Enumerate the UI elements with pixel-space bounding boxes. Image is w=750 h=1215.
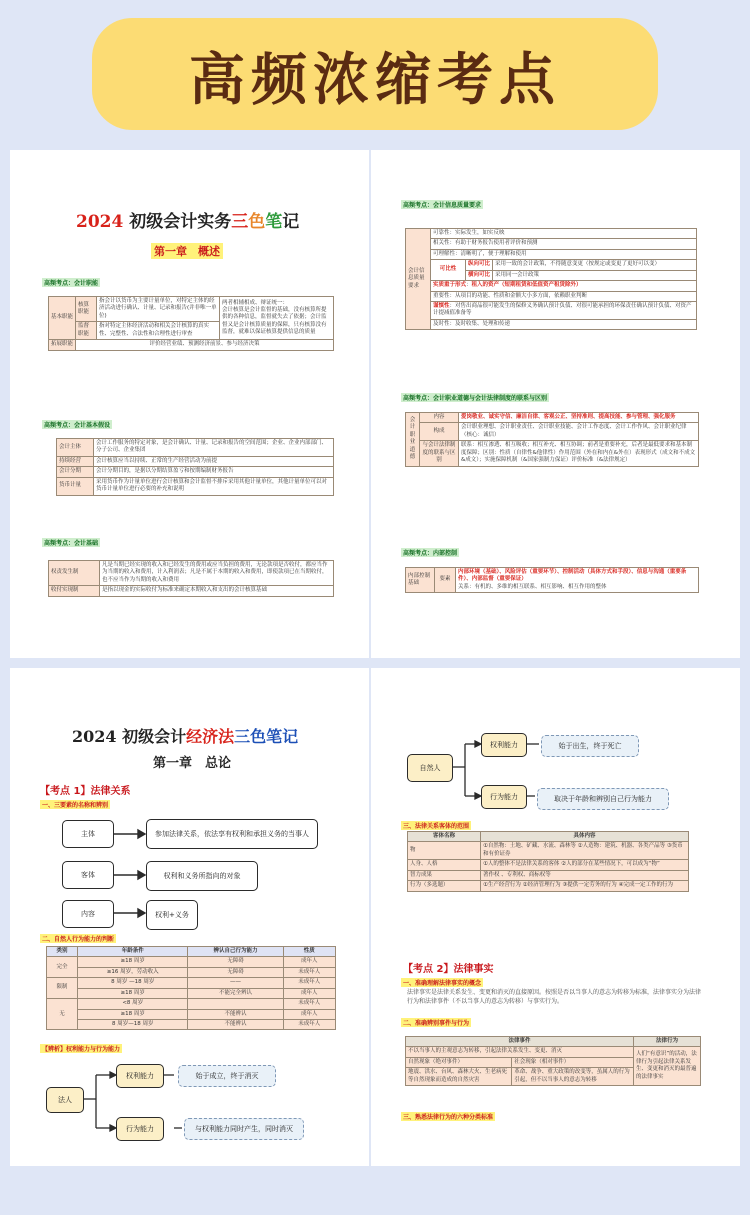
cell: 谨慎性：对售出商品很可能发生的保修义务确认预计负债、对很可能承担的环保责任确认预计负债、对资产计提减值准备等 <box>431 301 697 319</box>
point-heading: 【考点 1】法律关系 <box>40 786 131 797</box>
cell: 不能辨认 <box>188 1009 283 1019</box>
cell: 人们“有意识”的活动，法律行为引起法律关系发生、变更和消灭的最普遍的法律事实 <box>634 1047 701 1086</box>
cell: ≥18 周岁 <box>78 957 188 967</box>
cell: 核算职能 <box>76 297 97 322</box>
title-text: 初级会计 <box>116 727 187 746</box>
section-tag: 高频考点：会计职业道德与会计法律制度的联系与区别 <box>403 395 548 402</box>
cell: 监督职能 <box>76 322 97 340</box>
cell: 无 <box>47 999 78 1030</box>
cell: 评价经营业绩、预测经济前景、参与经济决策 <box>76 340 334 350</box>
cell: 无障碍 <box>188 967 283 977</box>
cell: <8 周岁 <box>78 999 188 1009</box>
cell: 8 周岁—18 周岁 <box>78 1019 188 1029</box>
element-box: 客体 <box>62 861 114 889</box>
cell: 无障碍 <box>188 957 283 967</box>
page-economic-law-2 <box>371 668 740 1166</box>
cell: ≥18 周岁 <box>78 1009 188 1019</box>
cell: 拓展职能 <box>49 340 76 350</box>
text: 清晰明了，便于理解和使用 <box>460 250 527 257</box>
cell: 凡是当期已经实现的收入和已经发生的费用或应当负担的费用，无论款项是否收付，都应当作为当期的收入和费用，计入利润表；凡是不属于本期的收入和费用，即使款项已在当期收付，也不应当作为当期的收入和费用 <box>100 561 334 586</box>
cell <box>456 568 699 593</box>
assumptions-table <box>56 438 334 496</box>
title-blue: 三色笔记 <box>234 727 299 746</box>
tree-desc: 与权利能力同时产生，同时消灭 <box>184 1118 304 1140</box>
cell: 构成 <box>420 423 459 441</box>
cell: 成年人 <box>283 988 335 998</box>
cell: 采用货币作为计量单位进行会计核算和会计监督不排斥采用其他计量单位，其他计量单位可以对货币计量单位进行必要的补充和说明 <box>94 477 334 495</box>
cell: 会计职业理想、会计职业责任、会计职业技能、会计工作态度、会计工作作风、会计职业纪律（核心：诚信） <box>459 423 699 441</box>
cell: 不以当事人的主观意志为转移，引起法律关系发生、变更、消灭 <box>406 1047 634 1057</box>
cell: 基本职能 <box>49 297 76 340</box>
tree-root: 自然人 <box>407 754 453 782</box>
cell: ①生产经营行为 ②经济管理行为 ③提供一定劳务的行为 ④完成一定工作的行为 <box>481 881 689 891</box>
cell: 革命、战争、重大政策的改变等，虽属人的行为引起，但不以当事人的意志为转移 <box>512 1068 634 1086</box>
cell: 未成年人 <box>283 1019 335 1029</box>
cell: 行为（多选题） <box>408 881 481 891</box>
cell: 是指以现金的实际收付为标准来确定本期收入和支出的会计核算基础 <box>100 586 334 596</box>
page-accounting-practice <box>10 150 369 658</box>
sub-heading: 二、准确辨别事件与行为 <box>403 1020 470 1027</box>
cell: 实质重于形式：租入的资产（短期租赁和低值资产租赁除外） <box>431 281 697 291</box>
internal-control-table <box>405 567 699 593</box>
tree-node: 行为能力 <box>481 785 527 809</box>
cell: 智力成果 <box>408 870 481 880</box>
cell: 自然现象（绝对事件） <box>406 1057 512 1067</box>
section-tag: 高频考点：会计信息质量要求 <box>403 202 482 209</box>
cell <box>220 297 334 340</box>
tree-node: 权利能力 <box>481 733 527 757</box>
text: 关系：有机的、多维的相互联系、相互影响、相互作用的整体 <box>458 583 607 590</box>
cell: 可理解性：清晰明了，便于理解和使用 <box>431 249 697 259</box>
title-char-orange: 色 <box>248 212 266 232</box>
cell: 要素 <box>435 568 456 593</box>
cell: 8 周岁 —18 周岁 <box>78 978 188 988</box>
text: 重要性 <box>433 292 450 299</box>
cell: 成年人 <box>283 957 335 967</box>
header-cell: 具体内容 <box>481 832 689 842</box>
tree-desc: 取决于年龄和辨别自己行为能力 <box>537 788 669 810</box>
object-table <box>407 831 689 892</box>
cell: 指对特定主体经济活动和相关会计核算的真实性、完整性、合法性和合理性进行审查 <box>97 322 220 340</box>
event-act-table <box>405 1036 701 1086</box>
cell: 会计核算应当以持续、正常的生产经营活动为前提 <box>94 456 334 466</box>
cell: 与会计法律制度的联系与区别 <box>420 441 459 466</box>
cell: 重要性：从项目的功能、性质和金额大小多方面，依赖职业判断 <box>431 291 697 301</box>
text: 两者相辅相成、辩证统一： <box>222 299 289 306</box>
chapter-title: 第一章 总论 <box>153 756 232 771</box>
title-red: 经济法 <box>186 727 235 746</box>
tree-desc: 始于成立，终于消灭 <box>178 1065 276 1087</box>
title-year: 2024 <box>72 727 117 746</box>
doc-title <box>76 207 299 232</box>
cell: 相关性：有助于财务报告使用者评价和预测 <box>431 239 697 249</box>
cell: 会计工作服务的特定对象，是会计确认、计量、记录和报告的空间范围；企业、企业内部部门、分子公司、企业集团 <box>94 439 334 457</box>
section-tag: 高频考点：内部控制 <box>403 550 458 557</box>
cell: 成年人 <box>283 1009 335 1019</box>
sub-heading: 【辨析】权利能力与行为能力 <box>42 1046 121 1053</box>
sub-heading: 三、法律关系客体的范围 <box>403 823 470 830</box>
cell: 著作权 、专利权、商标权等 <box>481 870 689 880</box>
tree-node: 行为能力 <box>116 1117 164 1141</box>
cell: 横向可比 <box>466 270 493 280</box>
cell: ①人的整体不是法律关系的客体 ②人的部分在某些情况下，可以成为“物” <box>481 860 689 870</box>
element-desc-box: 参加法律关系，依法享有权利和承担义务的当事人 <box>146 819 318 849</box>
text: 可靠性 <box>433 230 450 236</box>
header-cell: 年龄条件 <box>78 947 188 957</box>
title-year: 2024 <box>76 212 124 232</box>
text: 谨慎性 <box>433 302 450 309</box>
header-cell: 法律行为 <box>634 1037 701 1047</box>
banner-title: 高频浓缩考点 <box>189 48 561 113</box>
cell: 货币计量 <box>57 477 94 495</box>
cell: 内部控制基础 <box>406 568 435 593</box>
header-cell: 辨认自己行为能力 <box>188 947 283 957</box>
cell: 完全 <box>47 957 78 978</box>
element-desc-box: 权利+义务 <box>146 900 198 930</box>
chapter-title: 第一章 概述 <box>151 243 223 259</box>
header-cell: 客体名称 <box>408 832 481 842</box>
text: 实质重于形式 <box>433 282 467 289</box>
text: 实际发生，如实反映 <box>455 230 505 236</box>
cell: 地震、洪水、台风、森林大火、生老病死等自然现象而造成的自然灾害 <box>406 1068 512 1086</box>
ethics-table <box>405 412 699 467</box>
cell: 会计主体 <box>57 439 94 457</box>
header-cell: 法律事件 <box>406 1037 634 1047</box>
concept-paragraph: 法律事实是法律关系发生、变更和消灭的直接原因。按照是否以当事人的意志为转移为标准，法律事实分为法律行为和法律事件（不以当事人的意志为转移）与事实行为。 <box>407 989 702 1005</box>
cell: 及时性：及时收集、处理和传递 <box>431 319 697 329</box>
point-heading: 【考点 2】法律事实 <box>403 964 494 975</box>
cell: 可靠性：实际发生，如实反映 <box>431 229 697 239</box>
text: 可理解性 <box>433 250 456 257</box>
text: 相关性 <box>433 240 450 247</box>
title-text: 初级会计实务 <box>123 212 232 232</box>
header-cell: 性质 <box>283 947 335 957</box>
sub-heading: 一、准确理解法律事实的概念 <box>403 980 482 987</box>
sub-heading: 一、三要素的名称和辨别 <box>42 802 109 809</box>
cell: 爱岗敬业、诚实守信、廉洁自律、客观公正、坚持准则、提高技能、参与管理、强化服务 <box>459 413 699 423</box>
cell: ≥16 周岁，劳动收入 <box>78 967 188 977</box>
title-char-green: 笔 <box>265 212 283 232</box>
cell: 未成年人 <box>283 978 335 988</box>
tree-root: 法人 <box>46 1087 84 1113</box>
cell: 权责发生制 <box>49 561 100 586</box>
cell: 纵向可比 <box>466 260 493 270</box>
element-box: 主体 <box>62 820 114 848</box>
basis-table <box>48 560 334 597</box>
cell: 未成年人 <box>283 999 335 1009</box>
page-economic-law <box>10 668 369 1166</box>
tree-node: 权利能力 <box>116 1064 164 1088</box>
element-desc-box: 权利和义务所指向的对象 <box>146 861 258 891</box>
cell: 会计分期 <box>57 467 94 477</box>
sub-heading: 二、自然人行为能力的判断 <box>42 936 115 943</box>
title-char-end: 记 <box>282 212 300 232</box>
quality-table <box>405 228 697 330</box>
cell: 人身、人格 <box>408 860 481 870</box>
cell: 会计信息质量要求 <box>406 229 431 330</box>
sub-heading: 三、熟悉法律行为的六种分类标准 <box>403 1114 494 1121</box>
cell: ①自然物：土地、矿藏、水流、森林等 ②人造物：建筑、机器、各类产品等 ③货币和有价证券 <box>481 842 689 860</box>
section-tag: 高频考点：会计职能 <box>44 280 99 287</box>
section-tag: 高频考点：会计基础 <box>44 540 99 547</box>
header-cell: 类别 <box>47 947 78 957</box>
cell: 持续经营 <box>57 456 94 466</box>
cell: 会计职业道德 <box>406 413 420 467</box>
section-tag: 高频考点：会计基本假设 <box>44 422 111 429</box>
title-char-red: 三 <box>231 212 249 232</box>
cell: 内容 <box>420 413 459 423</box>
tree-desc: 始于出生，终于死亡 <box>541 735 639 757</box>
cell: 采用一致的会计政策，不得随意变更（按规定或变更了更好可以变） <box>493 260 697 270</box>
text: 对售出商品很可能发生的保修义务确认预计负债、对很可能承担的环保责任确认预计负债、对资产计提减值准备等 <box>433 302 692 317</box>
cell: 限制 <box>47 978 78 999</box>
functions-table <box>48 296 334 351</box>
title-banner <box>92 18 658 130</box>
text: 内部环境（基础）、风险评估（重要环节）、控制活动（具体方式和手段）、信息与沟通（重要条件）、内部监督（重要保证） <box>458 569 687 583</box>
cell: 会计分期目的，是据以分期结算盈亏和按期编制财务报告 <box>94 467 334 477</box>
text: 从项目的功能、性质和金额大小多方面，依赖职业判断 <box>455 292 588 299</box>
text: 租入的资产（短期租赁和低值资产租赁除外） <box>471 282 582 289</box>
cell: 收付实现制 <box>49 586 100 596</box>
cell: —— <box>188 978 283 988</box>
cell: 采用同一会计政策 <box>493 270 697 280</box>
text: 及时性 <box>433 320 450 327</box>
text: 会计核算是会计监督的基础，没有核算所提供的各种信息，监督就失去了依据；会计监督又是会计核算质量的保障，只有核算没有监督，就难以保证核算提供信息的质量 <box>222 306 327 336</box>
page-accounting-practice-2 <box>371 150 740 658</box>
cell: 物 <box>408 842 481 860</box>
cell: 指会计以货币为主要计量单位，对特定主体的经济活动进行确认、计量、记录和报告(并非唯一单位) <box>97 297 220 322</box>
cell: 社会现象（相对事件） <box>512 1057 634 1067</box>
cell: ≥18 周岁 <box>78 988 188 998</box>
cell: 不能辨认 <box>188 1019 283 1029</box>
cell: 联系：相互渗透、相互吸收；相互补充、相互协调；前者是重要补充，后者是最低要求和基本制度保障；区别：性质（自律性&他律性）作用范围（外在和内在&外在）表现形式（成文和不成文&成文）；实施保障机制（&国家强制力保证）评价标准（&法律规定） <box>459 441 699 466</box>
text: 有助于财务报告使用者评价和预测 <box>455 240 538 247</box>
text: 及时收集、处理和传递 <box>455 320 511 327</box>
cell: 不能完全辨认 <box>188 988 283 998</box>
cell: 可比性 <box>431 260 466 281</box>
element-box: 内容 <box>62 900 114 928</box>
cell: 未成年人 <box>283 967 335 977</box>
